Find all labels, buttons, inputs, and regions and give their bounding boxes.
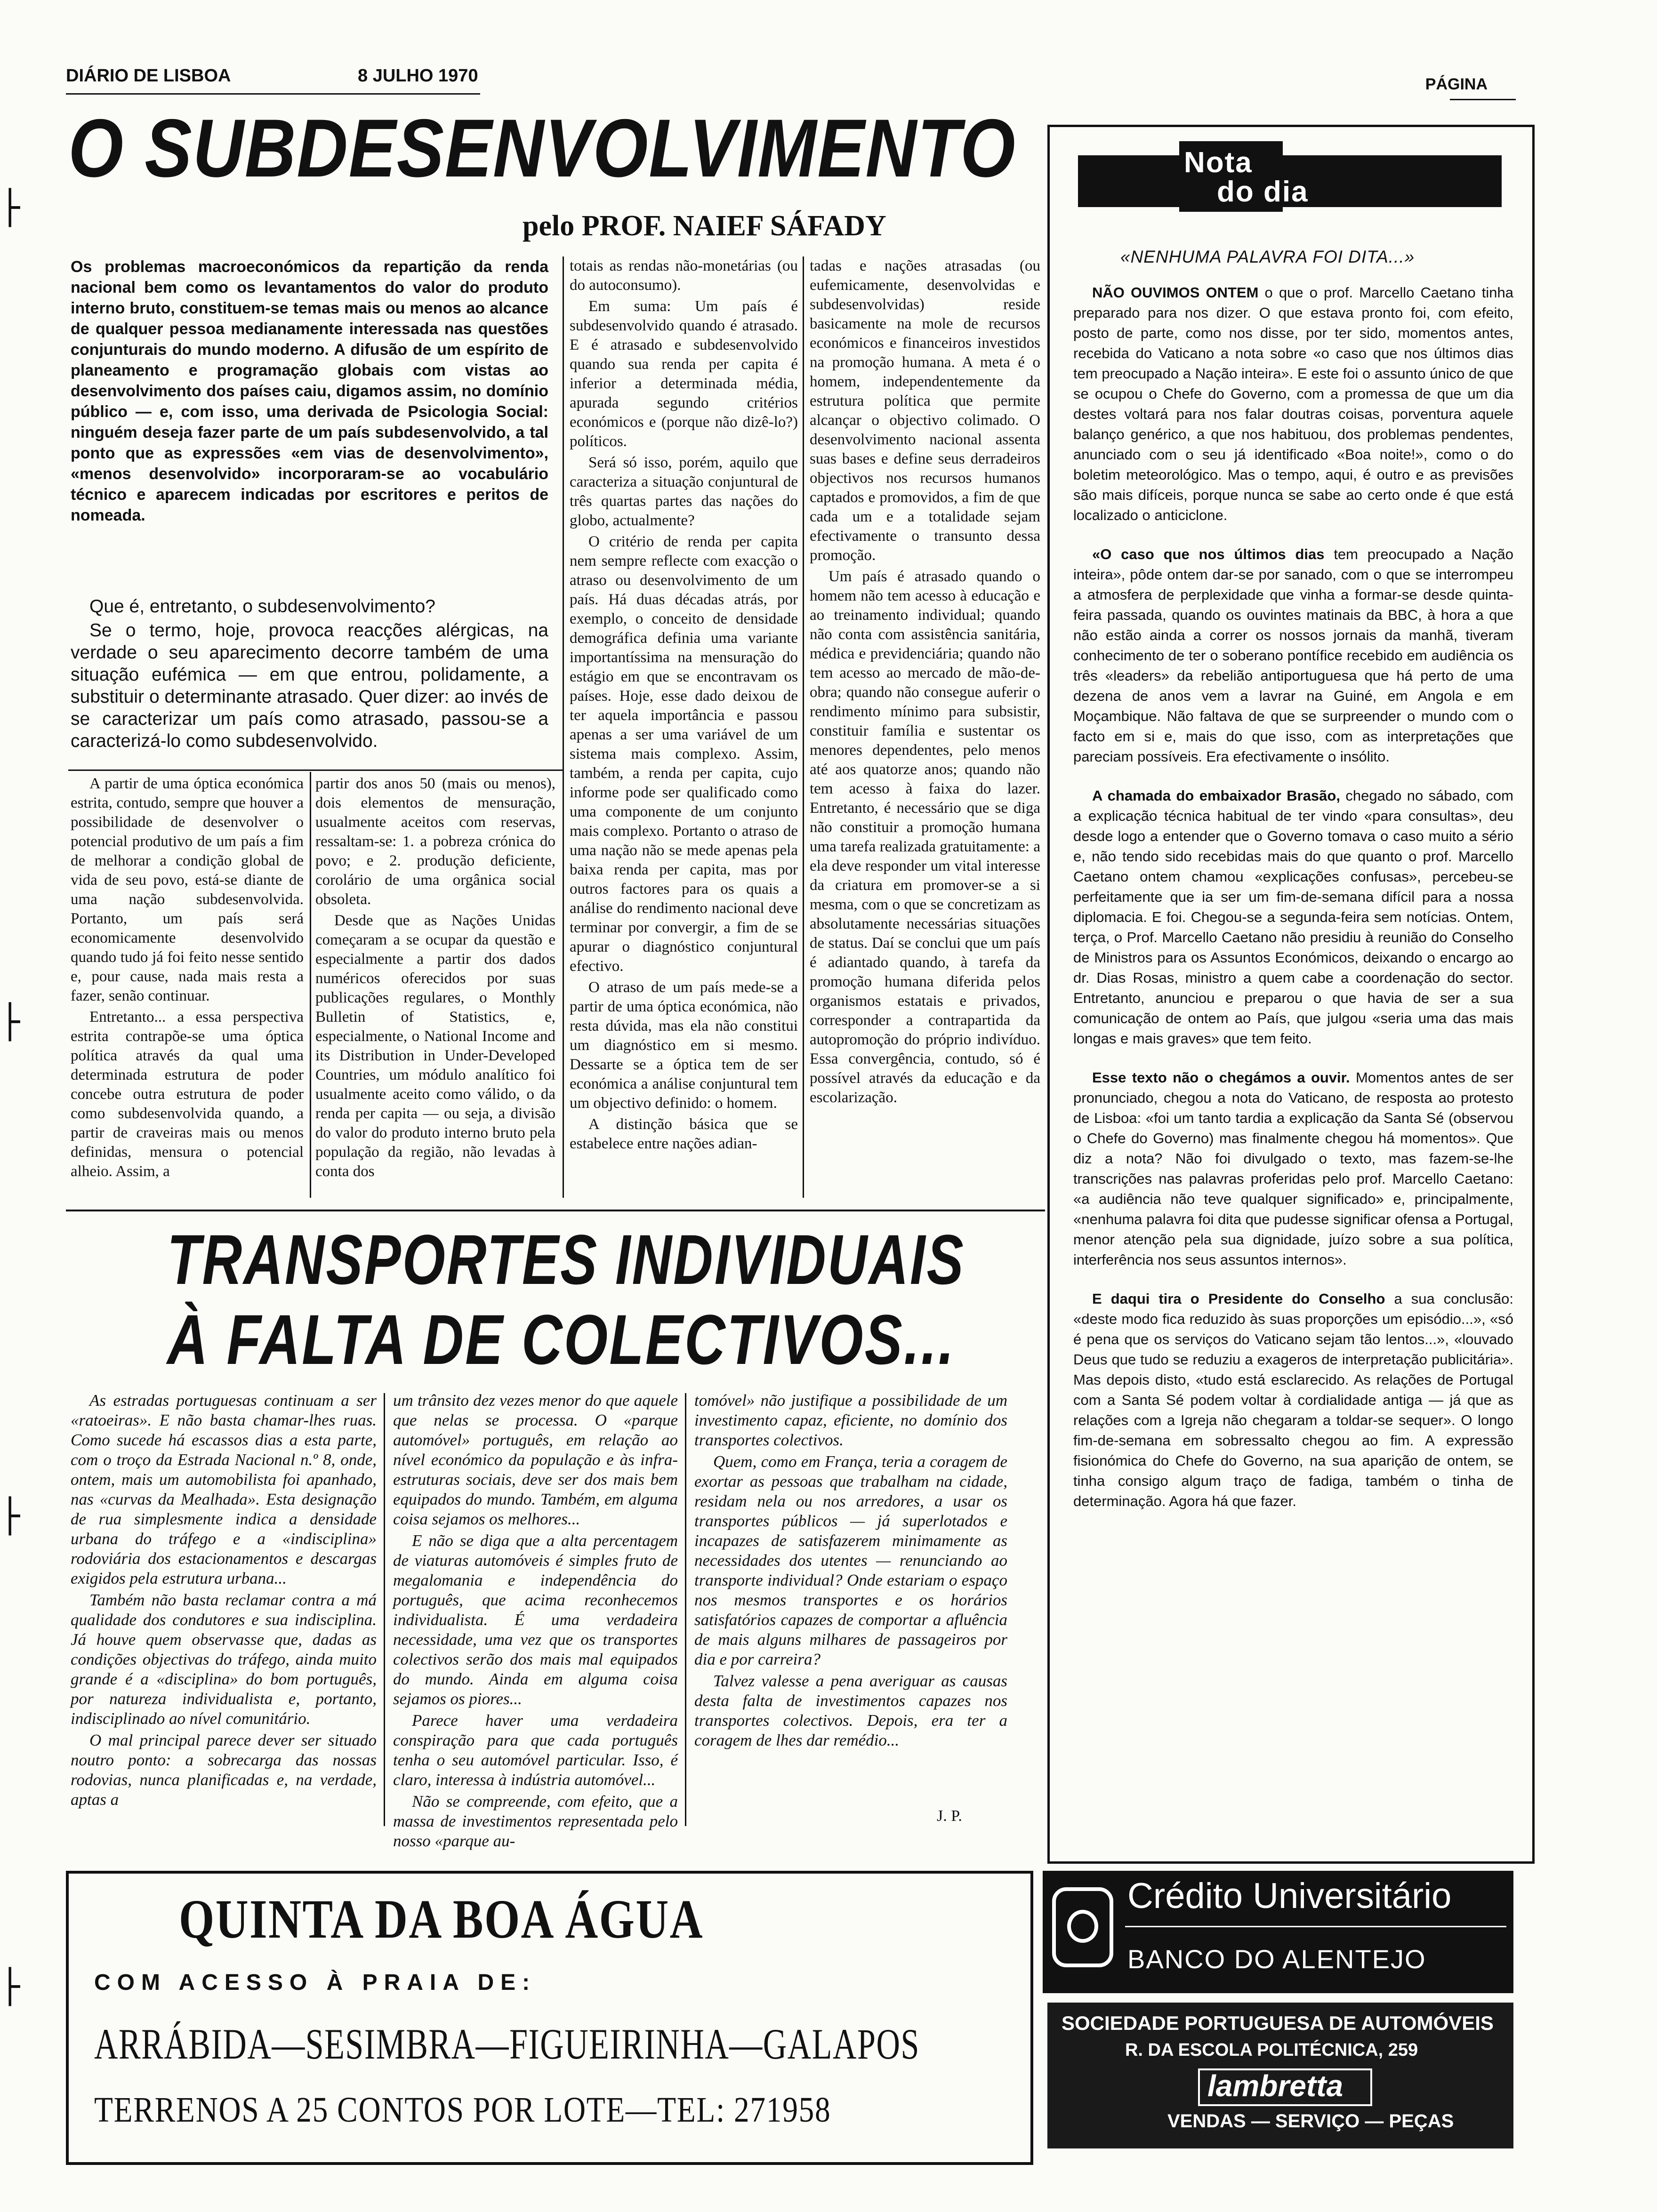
nota-paragraph bbox=[1073, 1289, 1513, 1511]
a1-col-rule bbox=[563, 256, 564, 1198]
paragraph: Quem, como em França, teria a coragem de exortar as pessoas que trabalham na cidade, residam nela ou nos arredores, a usar os transportes públicos — já superlotados e incapazes de satisfazerem minimamente as necessidades dos utentes — renunciando ao transporte individual? Onde estariam o espaço nos mesmos transportes e os horários satisfatórios capazes de comportar a afluência de mais alguns milhares de passageiros por dia e por carreira? bbox=[694, 1452, 1007, 1668]
nota-paragraph bbox=[1073, 282, 1513, 525]
paragraph: tomóvel» não justifique a possibilidade de um investimento capaz, eficiente, no domínio dos transportes colectivos. bbox=[694, 1391, 1007, 1449]
ad-quinta-line4: TERRENOS A 25 CONTOS POR LOTE—TEL: 271958 bbox=[94, 2090, 831, 2130]
ad-quinta-line2: COM ACESSO À PRAIA DE: bbox=[94, 1970, 537, 1995]
article1-col2 bbox=[315, 774, 555, 1198]
nota-p2-body: tem preocupado a Nação inteira», pôde ontem dar-se por sanado, com o que se interrompeu a atmosfera de perplexidade que vinha a formar-se desde quinta-feira passada, quando os ouvintes matinais da BBC, à hora a que não estão ainda a correr os nossos jornais da manhã, tiveram conhecimento de ter o soberano pontífice recebido em audiência os três «leaders» da rebelião antiportuguesa que há perto de uma dezena de anos vem a lavrar na Guiné, em Angola e em Moçambique. Não faltava de que se surpreender o mundo com o facto em si e, mais do que isso, com as interpretações que pareciam possíveis. Era efectivamente o insólito. bbox=[1073, 546, 1513, 765]
a1-intro-rule bbox=[68, 769, 563, 771]
nota-paragraph bbox=[1073, 1067, 1513, 1270]
paper-name: DIÁRIO DE LISBOA bbox=[66, 66, 231, 86]
nota-logo-line1: Nota bbox=[1184, 146, 1253, 179]
margin-mark: ├ bbox=[0, 1497, 20, 1535]
paragraph: Desde que as Nações Unidas começaram a se ocupar da questão e especialmente a partir dos dados numéricos oferecidos por suas publicações regulares, o Monthly Bulletin of Statistics, e, especialmente, o National Income and its Distribution in Under-Developed Countries, um módulo analítico foi usualmente aceito como válido, o da renda per capita — ou seja, a divisão do valor do produto interno bruto pela população da região, não levadas à conta dos bbox=[315, 912, 555, 1180]
paragraph: A distinção básica que se estabelece entre nações adian- bbox=[570, 1116, 798, 1152]
nota-paragraph bbox=[1073, 544, 1513, 767]
masthead-rule bbox=[66, 93, 480, 95]
article1-col1 bbox=[71, 774, 304, 1198]
paragraph: Também não basta reclamar contra a má qualidade dos condutores e sua indisciplina. Já houve quem observasse que, dadas as condições objectivas do tráfego, ainda muito grande é a «disciplina» do bom português, por natureza individualista e, portanto, indisciplinado ao nível comunitário. bbox=[71, 1591, 377, 1728]
paragraph: partir dos anos 50 (mais ou menos), dois elementos de mensuração, usualmente aceitos com reservas, ressaltam-se: 1. a pobreza crónica do povo; e 2. produção deficiente, corolário de uma orgânica social obsoleta. bbox=[315, 775, 555, 908]
bank-logo-inner bbox=[1067, 1910, 1098, 1943]
paragraph: E não se diga que a alta percentagem de viaturas automóveis é simples fruto de megalomania e independência do português, que acima reconhecemos individualista. É uma verdadeira necessidade, uma vez que os transportes colectivos serão dos mais mal equipados do mundo. Ainda em alguma coisa sejamos os piores... bbox=[393, 1531, 678, 1708]
ad-credito-rule bbox=[1125, 1926, 1506, 1927]
ad-quinta-title: QUINTA DA BOA ÁGUA bbox=[179, 1888, 704, 1950]
article1-lead: Os problemas macroeconómicos da repartição da renda nacional bem como os levantamentos do valor do produto interno bruto, constituem-se temas mais ou menos ao alcance de qualquer pessoa medianamente interessada nas questões conjunturais do mundo moderno. A difusão de um espírito de planeamento e programação globais com vistas ao desenvolvimento dos países caiu, digamos assim, no domínio público — e, com isso, uma derivada de Psicologia Social: ninguém deseja fazer parte de um país subdesenvolvido, a tal ponto que as expressões «em vias de desenvolvimento», «menos desenvolvido» incorporaram-se ao vocabulário técnico e aparecem indicadas por escritores e peritos de nomeada. bbox=[71, 258, 548, 524]
nota-body bbox=[1073, 282, 1513, 1850]
ad-credito-bank: BANCO DO ALENTEJO bbox=[1127, 1944, 1426, 1974]
nota-p4-body: Momentos antes de ser pronunciado, chegou a nota do Vaticano, de resposta ao protesto de Lisboa: «foi um tanto tardia a explicação da Santa Sé (observou o Chefe do Governo) mas finalmente chegou há momentos». Que diz a nota? Não foi divulgado o texto, mas fazem-se-lhe transcrições nas palavras proferidas pelo prof. Marcello Caetano: «a audiência não teve qualquer significado» e, principalmente, «nenhuma palavra foi dita que pudesse significar ofensa a Portugal, menor atenção pela sua dignidade, juízo sobre a sua política, interferência nos seus assuntos internos». bbox=[1073, 1069, 1513, 1268]
paragraph: Parece haver uma verdadeira conspiração para que cada português tenha o seu automóvel particular. Isso, é claro, interessa à indústria automóvel... bbox=[393, 1711, 678, 1789]
paragraph: um trânsito dez vezes menor do que aquele que nelas se processa. O «parque automóvel» português, em relação ao nível económico da população e às infra-estruturas sociais, deve ser dos mais bem equipados do mundo. Também, em alguma coisa sejamos os melhores... bbox=[393, 1391, 678, 1528]
ad-lambretta-brand: lambretta bbox=[1207, 2069, 1343, 2103]
paragraph: Um país é atrasado quando o homem não tem acesso à educação e ao treinamento individual; quando não conta com assistência sanitária, médica e previdenciária; quando não tem acesso ao mercado de mão-de-obra; quando não consegue auferir o rendimento mínimo para subsistir, constituir família e sustentar os menores dependentes, pelo menos até aos quatorze anos; quando não tem acesso à faixa do lazer. Entretanto, é necessário que se diga não constituir a promoção humana uma tarefa realizada gratuitamente: a ela deve responder um vital interesse da criatura em promover-se a si mesma, com o que se concretizam as absolutamente necessárias situações de status. Daí se conclui que um país é adiantado quando, à tarefa da promoção humana diferida pelos organismos estatais e privados, corresponder a contrapartida da autopromoção do próprio indivíduo. Essa convergência, contudo, só é possível através da educação e da escolarização. bbox=[810, 568, 1040, 1106]
paragraph: Talvez valesse a pena averiguar as causas desta falta de investimentos capazes nos transportes colectivos. Depois, era ter a coragem de lhes dar remédio... bbox=[694, 1672, 1007, 1749]
ad-lambretta-line2: R. DA ESCOLA POLITÉCNICA, 259 bbox=[1125, 2040, 1418, 2060]
margin-mark: ├ bbox=[0, 188, 20, 227]
article1-col3 bbox=[570, 256, 798, 1198]
a2-col-rule bbox=[685, 1393, 686, 1826]
paragraph: A partir de uma óptica económica estrita, contudo, sempre que houver a possibilidade de desenvolver o potencial produtivo de um país a fim de melhorar a condição global de vida de seu povo, está-se diante de uma nação subdesenvolvida. Portanto, um país será economicamente desenvolvido quando tudo já foi feito nesse sentido e, pour cause, nada mais resta a fazer, senão continuar. bbox=[71, 775, 304, 1004]
nota-p5-lead: E daqui tira o Presidente do Conselho bbox=[1092, 1290, 1385, 1307]
nota-p3-body: chegado no sábado, com a explicação técnica habitual de ter vindo «para consultas», deu desde logo a entender que o Governo tomava o caso muito a sério e, não tendo sido recebidas mais do que quanto o prof. Marcello Caetano ontem chamou «explicações confusas», percebeu-se perfeitamente que ia ser um fim-de-semana difícil para a nossa diplomacia. E foi. Chegou-se a segunda-feira sem notícias. Ontem, terça, o Prof. Marcello Caetano não presidiu à reunião do Conselho de Ministros para os Assuntos Económicos, deixando o encargo ao dr. Dias Rosas, ministro a quem cabe a coordenação do sector. Entretanto, anunciou e preparou o que havia de ser a sua comunicação de ontem ao País, que julgou «seria uma das mais longas e mais graves» que tem feito. bbox=[1073, 787, 1513, 1047]
article2-col2 bbox=[393, 1391, 678, 1850]
issue-date: 8 JULHO 1970 bbox=[358, 66, 478, 86]
article2-headline-line2: À FALTA DE COLECTIVOS... bbox=[167, 1300, 956, 1379]
ad-lambretta-line4: VENDAS — SERVIÇO — PEÇAS bbox=[1167, 2111, 1454, 2132]
paragraph: Entretanto... a essa perspectiva estrita contrapõe-se uma óptica política através da qual uma determinada estrutura de poder concebe outra estrutura de poder como subdesenvolvida quando, a partir de craveiras mais ou menos definidas, mensura o potencial alheio. Assim, a bbox=[71, 1009, 304, 1180]
nota-p2-lead: «O caso que nos últimos dias bbox=[1092, 546, 1325, 562]
paragraph: As estradas portuguesas continuam a ser «ratoeiras». E não basta chamar-lhes ruas. Como sucede há escassos dias a esta parte, com o troço da Estrada Nacional n.º 8, onde, ontem, mais um automobilista foi apanhado, nas «curvas da Mealhada». Esta designação de rua simplesmente indica a densidade urbana do tráfego e a «indisciplina» rodoviária dos estacionamentos e descargas exigidos pela estrutura urbana... bbox=[71, 1391, 377, 1587]
ad-quinta-line3: ARRÁBIDA—SESIMBRA—FIGUEIRINHA—GALAPOS bbox=[94, 2020, 920, 2068]
nota-subtitle: «NENHUMA PALAVRA FOI DITA...» bbox=[1120, 247, 1415, 266]
paragraph: Em suma: Um país é subdesenvolvido quando é atrasado. E é atrasado e subdesenvolvido quando sua renda per capita é inferior a determinada média, apurada segundo critérios económicos e (porque não dizê-lo?) políticos. bbox=[570, 298, 798, 450]
paragraph: Não se compreende, com efeito, que a massa de investimentos representada pelo nosso «parque au- bbox=[393, 1792, 678, 1850]
article1-col4 bbox=[810, 256, 1040, 1198]
nota-p3-lead: A chamada do embaixador Brasão, bbox=[1092, 787, 1340, 804]
article2-headline-line1: TRANSPORTES INDIVIDUAIS bbox=[167, 1220, 965, 1299]
paragraph: Será só isso, porém, aquilo que caracteriza a situação conjuntural de três quartas partes das nações do globo, actualmente? bbox=[570, 454, 798, 529]
a1-col-rule bbox=[310, 772, 311, 1198]
nota-paragraph bbox=[1073, 785, 1513, 1049]
bank-logo-icon bbox=[1052, 1887, 1113, 1967]
paragraph: tadas e nações atrasadas (ou eufemicamente, desenvolvidas e subdesenvolvidas) reside basicamente na mole de recursos económicos e financeiros investidos na promoção humana. A meta é o homem, independentemente da estrutura política que permite alcançar o objectivo colimado. O desenvolvimento nacional assenta suas bases e define seus derradeiros objectivos nos recursos humanos captados e promovidos, a fim de que cada um e a totalidade sejam efectivamente o transunto dessa promoção. bbox=[810, 257, 1040, 564]
article1-byline: pelo PROF. NAIEF SÁFADY bbox=[523, 210, 886, 242]
masthead bbox=[66, 66, 1488, 94]
article1-intro bbox=[71, 595, 548, 769]
article2-col3 bbox=[694, 1391, 1007, 1767]
margin-mark: ├ bbox=[0, 1967, 20, 2006]
nota-p1-body: o que o prof. Marcello Caetano tinha preparado para nos dizer. O que estava pronto foi, com efeito, posto de parte, como nos disse, por ter sido, momentos antes, recebida do Vaticano a nota sobre «o caso que nos últimos dias tem preocupado a Nação inteira». E este foi o assunto único de que se ocupou o Chefe do Governo, com a promessa de que um dia destes voltará para nos falar doutras coisas, porventura aquele balanço genérico, a que nos habituou, dos problemas pendentes, anunciado com o seu já identificado «Boa noite!», como o do boletim meteorológico. Mas o tempo, aqui, é outro e as previsões são mais difíceis, porque nunca se sabe ao certo onde é que está localizado o anticiclone. bbox=[1073, 284, 1514, 523]
intro-paragraph: Se o termo, hoje, provoca reacções alérgicas, na verdade o seu aparecimento decorre também de uma situação eufémica — em que entrou, polidamente, a substituir o determinante atrasado. Quer dizer: ao invés de se caracterizar um país como atrasado, passou-se a caracterizá-lo como subdesenvolvido. bbox=[71, 620, 548, 751]
nota-p5-body: a sua conclusão: «deste modo fica reduzido às suas proporções um episódio...», «só é pena que os serviços do Vaticano sejam tão lentos...», «louvado Deus que tudo se reduziu a exageros de interpretação publicitária». Mas depois disto, «tudo está esclarecido. As relações de Portugal com a Santa Sé podem voltar à cordialidade antiga — já que as relações com a Igreja não chegaram a toldar-se sequer». O longo fim-de-semana em sobressalto chegou ao fim. A expressão fisionómica do Chefe do Governo, na sua aparição de ontem, se tinha consigo algum traço de fadiga, também o tinha de determinação. Agora há que fazer. bbox=[1073, 1290, 1513, 1509]
paragraph: O mal principal parece dever ser situado noutro ponto: a sobrecarga das nossas rodovias, nunca planificadas e, na verdade, aptas a bbox=[71, 1731, 377, 1809]
a2-col-rule bbox=[384, 1393, 385, 1826]
paragraph: O atraso de um país mede-se a partir de uma óptica económica, não resta dúvida, mas ela não constitui um diagnóstico em si mesmo. Dessarte se a óptica tem de ser económica a análise conjuntural tem um objectivo definido: o homem. bbox=[570, 979, 798, 1112]
nota-p1-lead: NÃO OUVIMOS ONTEM bbox=[1092, 284, 1259, 301]
article1-headline: O SUBDESENVOLVIMENTO bbox=[68, 103, 1016, 194]
masthead-rule-right bbox=[1450, 99, 1516, 100]
article2-col1 bbox=[71, 1391, 377, 1826]
article-divider bbox=[66, 1210, 1045, 1211]
paragraph: O critério de renda per capita nem sempre reflecte com exacção o atraso ou desenvolvimento de um país. Há duas décadas atrás, por exemplo, o conceito de densidade demográfica definia uma variante importantíssima na mensuração do estágio em que se encontravam os países. Hoje, esse dado deixou de ter aquela importância e passou apenas a ser uma variável de um sistema mais complexo. Assim, também, a renda per capita, cujo informe pode ser qualificado como uma componente de um conjunto mais complexo. Portanto o atraso de uma nação não se mede apenas pela baixa renda per capita, mas por outros factores para os quais a análise do rendimento nacional deve terminar por convergir, a fim de se apurar o diagnóstico conjuntural efectivo. bbox=[570, 533, 798, 975]
intro-question: Que é, entretanto, o subdesenvolvimento? bbox=[89, 596, 435, 617]
paragraph: totais as rendas não-monetárias (ou do autoconsumo). bbox=[570, 257, 798, 294]
article2-signature: J. P. bbox=[937, 1807, 962, 1825]
ad-credito-title: Crédito Universitário bbox=[1127, 1876, 1452, 1916]
nota-logo-line2: do dia bbox=[1217, 176, 1309, 208]
nota-p4-lead: Esse texto não o chegámos a ouvir. bbox=[1092, 1069, 1350, 1086]
page-label: PÁGINA bbox=[1425, 75, 1488, 93]
a1-col-rule bbox=[803, 256, 804, 1198]
nota-logo bbox=[1078, 141, 1502, 212]
ad-lambretta-line1: SOCIEDADE PORTUGUESA DE AUTOMÓVEIS bbox=[1062, 2012, 1494, 2034]
margin-mark: ├ bbox=[0, 1002, 20, 1041]
